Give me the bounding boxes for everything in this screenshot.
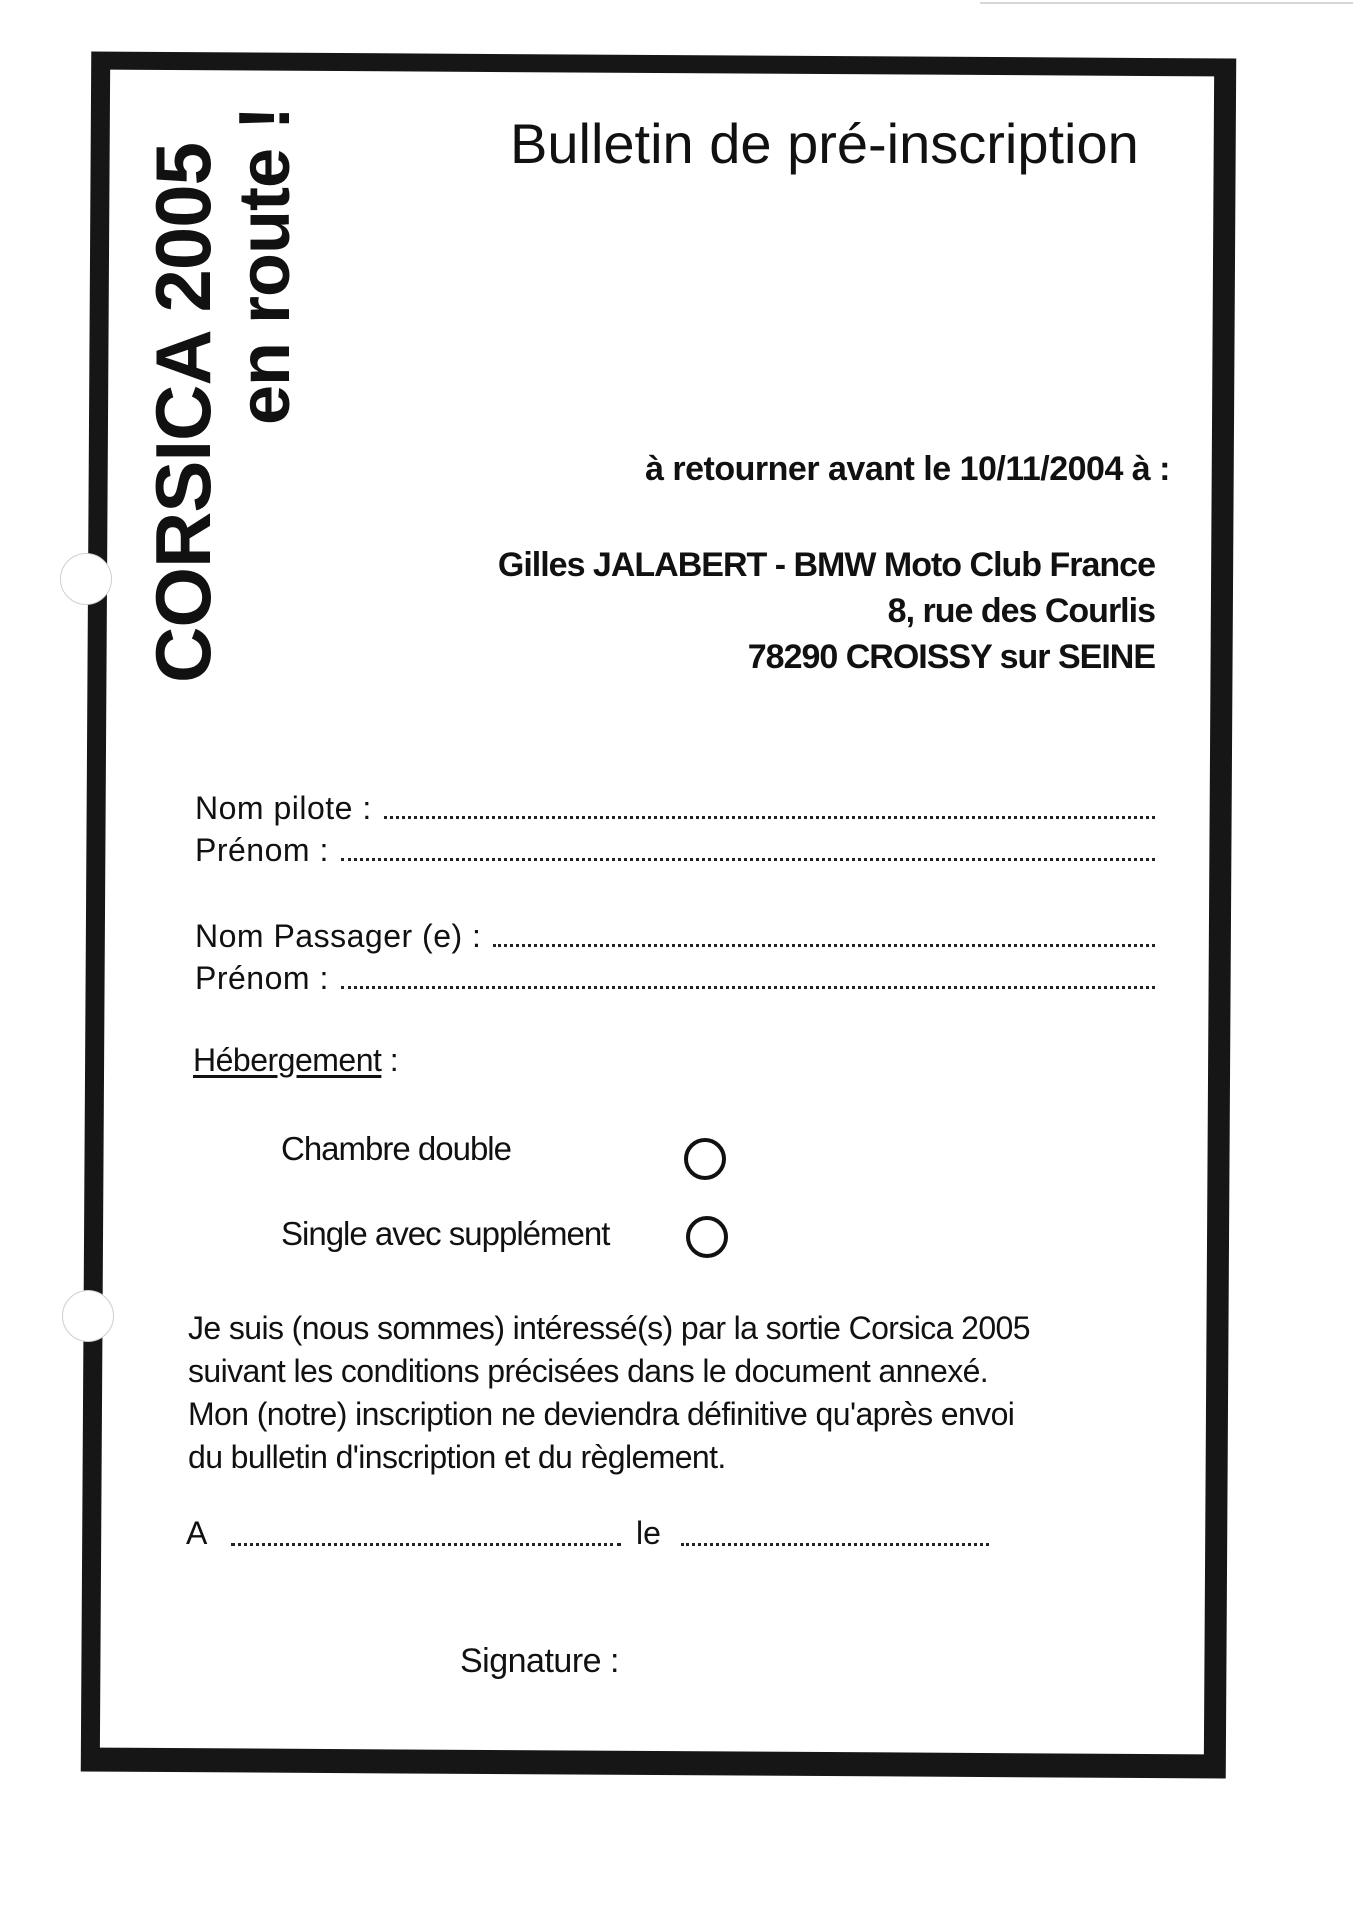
- return-deadline: à retourner avant le 10/11/2004 à :: [645, 450, 1170, 488]
- pilot-firstname-field[interactable]: [195, 832, 1155, 874]
- option-double-room-label: Chambre double: [281, 1130, 511, 1167]
- side-title-line-2: en route !: [225, 106, 305, 426]
- side-title-line-1: CORSICA 2005: [139, 143, 227, 684]
- option-double-room-radio[interactable]: [684, 1138, 726, 1180]
- place-label: A: [186, 1515, 208, 1551]
- accommodation-heading-colon: :: [381, 1042, 399, 1078]
- pilot-firstname-label: Prénom :: [195, 832, 329, 868]
- statement-line-3: Mon (notre) inscription ne deviendra définitive qu'après envoi: [188, 1396, 1015, 1432]
- place-input-line[interactable]: [231, 1543, 621, 1546]
- passenger-firstname-field[interactable]: [195, 960, 1155, 1002]
- pilot-name-label: Nom pilote :: [195, 790, 372, 826]
- pilot-name-input-line[interactable]: [384, 790, 1155, 819]
- option-single-room-label: Single avec supplément: [281, 1215, 610, 1252]
- passenger-firstname-label: Prénom :: [195, 960, 329, 996]
- page-edge: [980, 2, 1353, 4]
- date-label: le: [636, 1515, 661, 1551]
- pilot-firstname-input-line[interactable]: [341, 832, 1155, 861]
- statement-line-4: du bulletin d'inscription et du règlement.: [188, 1439, 726, 1475]
- date-input-line[interactable]: [681, 1543, 989, 1546]
- interest-statement: [188, 1307, 1168, 1479]
- signature-label: Signature :: [460, 1642, 619, 1680]
- passenger-firstname-input-line[interactable]: [341, 960, 1155, 989]
- pilot-name-field[interactable]: [195, 790, 1155, 832]
- place-date-row: [186, 1515, 986, 1555]
- address-line-3: 78290 CROISSY sur SEINE: [747, 638, 1155, 676]
- passenger-name-field[interactable]: [195, 918, 1155, 960]
- punch-hole: [62, 1290, 114, 1342]
- option-single-room-radio[interactable]: [686, 1216, 728, 1258]
- accommodation-heading-label: Hébergement: [193, 1042, 382, 1078]
- passenger-name-input-line[interactable]: [493, 918, 1155, 947]
- page-title: Bulletin de pré-inscription: [510, 112, 1139, 175]
- statement-line-2: suivant les conditions précisées dans le document annexé.: [188, 1353, 989, 1389]
- passenger-name-label: Nom Passager (e) :: [195, 918, 482, 954]
- punch-hole: [60, 553, 112, 605]
- statement-line-1: Je suis (nous sommes) intéressé(s) par la sortie Corsica 2005: [188, 1310, 1030, 1346]
- return-address: [498, 542, 1155, 680]
- address-line-2: 8, rue des Courlis: [887, 592, 1155, 630]
- address-line-1: Gilles JALABERT - BMW Moto Club France: [497, 546, 1155, 584]
- accommodation-heading: [193, 1042, 398, 1079]
